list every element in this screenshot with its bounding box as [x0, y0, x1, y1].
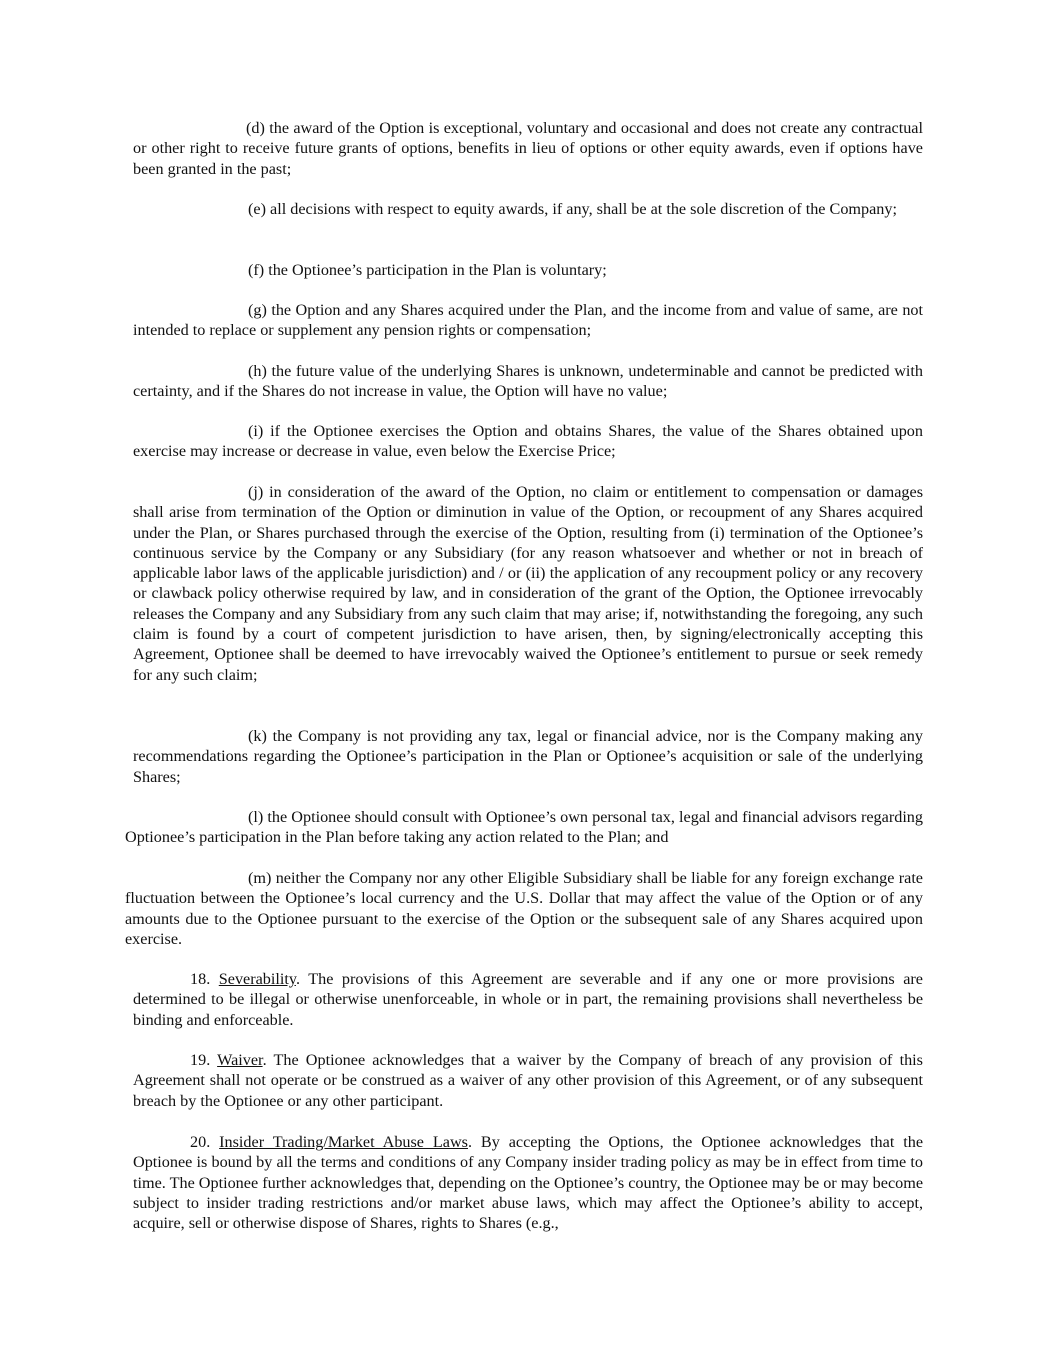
paragraph-g: (g) the Option and any Shares acquired under the Plan, and the income from and value of same, are not intended to replace or supplement any pension rights or compensation; [133, 301, 923, 340]
section-number: 18. [190, 970, 211, 988]
section-20 [133, 1132, 923, 1233]
section-body: . By accepting the Options, the Optionee acknowledges that the Optionee is bound by all the terms and conditions of any Company insider trading policy as may be in effect from time to time. The Optionee further acknowledges that, depending on the Optionee’s country, the Optionee may be or may become subject to insider trading restrictions and/or market abuse laws, which may affect the Optionee’s ability to accept, acquire, sell or otherwise dispose of Shares, rights to Shares (e.g., [133, 1133, 924, 1233]
section-body: . The Optionee acknowledges that a waiver by the Company of breach of any provision of this Agreement shall not operate or be construed as a waiver of any other provision of this Agreement, or of any subsequent breach by the Optionee or any other participant. [133, 1051, 923, 1110]
paragraph-h: (h) the future value of the underlying Shares is unknown, undeterminable and cannot be predicted with certainty, and if the Shares do not increase in value, the Option will have no value; [133, 362, 923, 401]
section-18 [133, 969, 923, 1030]
section-number: 19. [190, 1051, 211, 1069]
paragraph-m: (m) neither the Company nor any other Eligible Subsidiary shall be liable for any foreign exchange rate fluctuation between the Optionee’s local currency and the U.S. Dollar that may affect the value of the Option or of any amounts due to the Optionee pursuant to the exercise of the Option or the subsequent sale of any Shares acquired upon exercise. [125, 869, 923, 948]
section-body: . The provisions of this Agreement are severable and if any one or more provisions are determined to be illegal or otherwise unenforceable, in whole or in part, the remaining provisions shall nevertheless be binding and enforceable. [133, 970, 923, 1029]
section-heading: Severability [218, 970, 296, 988]
section-number: 20. [190, 1133, 211, 1151]
paragraph-f: (f) the Optionee’s participation in the Plan is voluntary; [248, 261, 607, 279]
paragraph-l: (l) the Optionee should consult with Optionee’s own personal tax, legal and financial advisors regarding Optionee’s participation in the Plan before taking any action related to the Plan; and [125, 808, 923, 847]
paragraph-d: (d) the award of the Option is exceptional, voluntary and occasional and does not create any contractual or other right to receive future grants of options, benefits in lieu of options or other equity awards, even if options have been granted in the past; [133, 119, 923, 178]
paragraph-k: (k) the Company is not providing any tax, legal or financial advice, nor is the Company making any recommendations regarding the Optionee’s participation in the Plan or Optionee’s acquisition or sale of the underlying Shares; [133, 727, 923, 786]
paragraph-j: (j) in consideration of the award of the Option, no claim or entitlement to compensation or damages shall arise from termination of the Option or diminution in value of the Option, or recoupment of any Shares acquired under the Plan, or Shares purchased through the exercise of the Option, resulting from (i) termination of the Optionee’s continuous service by the Company or any Subsidiary (for any reason whatsoever and whether or not in breach of applicable labor laws of the applicable jurisdiction) and / or (ii) the application of any recoupment policy or any recovery or clawback policy otherwise required by law, and in consideration of the grant of the Option, the Optionee irrevocably releases the Company and any Subsidiary from any such claim that may arise; if, notwithstanding the foregoing, any such claim is found by a court of competent jurisdiction to have arisen, then, by signing/electronically accepting this Agreement, Optionee shall be deemed to have irrevocably waived the Optionee’s entitlement to pursue or seek remedy for any such claim; [133, 483, 923, 684]
section-heading: Waiver [217, 1051, 263, 1069]
paragraph-i: (i) if the Optionee exercises the Option and obtains Shares, the value of the Shares obtained upon exercise may increase or decrease in value, even below the Exercise Price; [133, 422, 923, 461]
section-heading: Insider Trading/Market Abuse Laws [219, 1133, 468, 1151]
section-19 [133, 1050, 923, 1111]
paragraph-e: (e) all decisions with respect to equity awards, if any, shall be at the sole discretion of the Company; [248, 200, 897, 218]
